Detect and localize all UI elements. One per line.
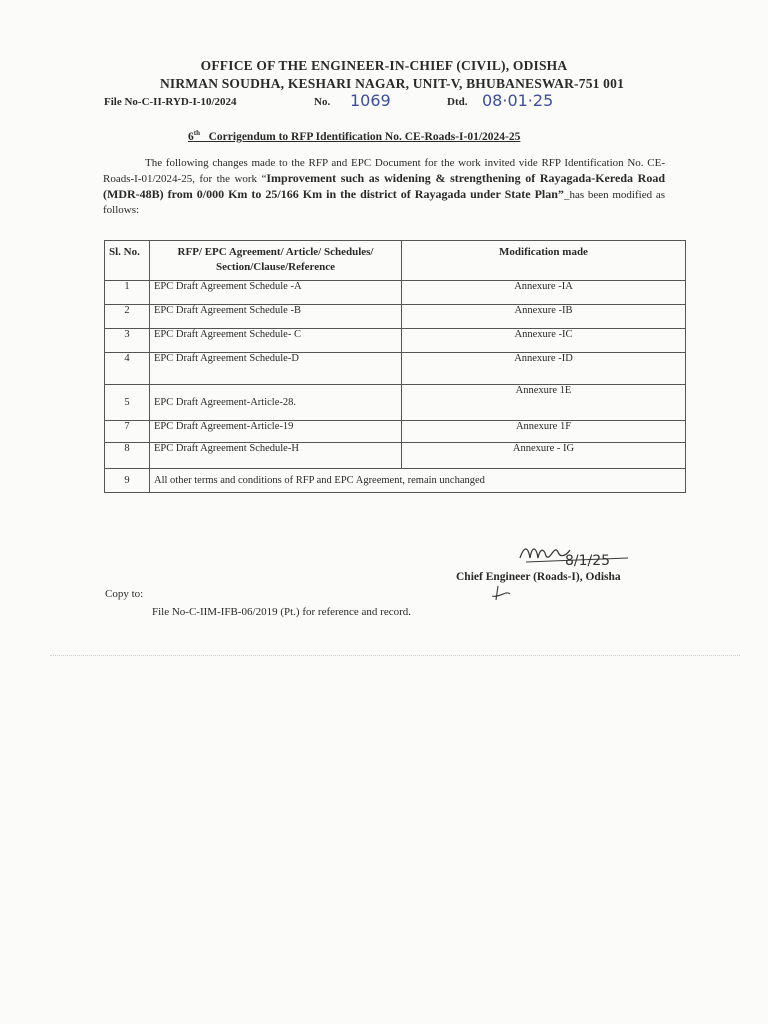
table-row [105, 443, 686, 469]
row-sl: 1 [105, 281, 150, 305]
row-sl: 4 [105, 353, 150, 385]
modification-table [104, 240, 686, 493]
subject-line [188, 129, 520, 143]
row-reference: EPC Draft Agreement-Article-28. [150, 385, 402, 421]
intro-text-1: The following changes made to the RFP and EPC Document for the work invited vide RFP Identification No. CE-Roads-I-01/2024-25, for the work “ [103, 157, 665, 185]
row-reference: EPC Draft Agreement Schedule-H [150, 443, 402, 469]
signatory-designation: Chief Engineer (Roads-I), Odisha [456, 571, 621, 583]
table-row [105, 421, 686, 443]
row-sl: 3 [105, 329, 150, 353]
subject-ordinal: 6 [188, 130, 194, 143]
row-sl: 9 [105, 469, 150, 493]
intro-paragraph [103, 156, 665, 218]
copy-file-reference: File No-C-IIM-IFB-06/2019 (Pt.) for reference and record. [152, 606, 412, 618]
office-address: NIRMAN SOUDHA, KESHARI NAGAR, UNIT-V, BHUBANESWAR-751 001 [159, 76, 625, 91]
date-label: Dtd. [447, 96, 468, 108]
row-sl: 7 [105, 421, 150, 443]
row-sl: 8 [105, 443, 150, 469]
row-reference: EPC Draft Agreement Schedule -B [150, 305, 402, 329]
scan-artifact-line [50, 655, 740, 656]
row-modification: Annexure 1E [402, 385, 686, 421]
row-reference: EPC Draft Agreement Schedule -A [150, 281, 402, 305]
row-modification: Annexure 1F [402, 421, 686, 443]
row-modification: Annexure -IB [402, 305, 686, 329]
row-modification: Annexure -ID [402, 353, 686, 385]
row-reference: All other terms and conditions of RFP and EPC Agreement, remain unchanged [150, 469, 686, 493]
row-reference: EPC Draft Agreement-Article-19 [150, 421, 402, 443]
initials-mark [490, 584, 514, 604]
table-header-row [105, 241, 686, 281]
intro-text-2: _has been modified as follows: [103, 189, 666, 216]
letter-no-label: No. [314, 96, 331, 108]
work-name: Improvement such as widening & strengthening of Rayagada-Kereda Road (MDR-48B) from 0/000 Km to 25/166 Km in the district of Rayagada under State Plan” [103, 171, 665, 201]
date-value: 08·01·25 [482, 91, 554, 110]
file-number: File No-C-II-RYD-I-10/2024 [104, 96, 237, 108]
header-modification: Modification made [402, 241, 686, 281]
row-sl: 5 [105, 385, 150, 421]
row-reference: EPC Draft Agreement Schedule-D [150, 353, 402, 385]
row-sl: 2 [105, 305, 150, 329]
row-modification: Annexure -IA [402, 281, 686, 305]
header-reference: RFP/ EPC Agreement/ Article/ Schedules/ Section/Clause/Reference [150, 241, 402, 281]
row-modification: Annexure - IG [402, 443, 686, 469]
letter-no-value: 1069 [350, 91, 391, 110]
table-row [105, 353, 686, 385]
subject-text: Corrigendum to RFP Identification No. CE-Roads-I-01/2024-25 [208, 130, 521, 143]
table-row [105, 329, 686, 353]
table-row [105, 469, 686, 493]
signature-date: 8/1/25 [565, 553, 611, 569]
table-row [105, 305, 686, 329]
subject-ordinal-suffix: th [193, 129, 200, 137]
table-row [105, 385, 686, 421]
office-title: OFFICE OF THE ENGINEER-IN-CHIEF (CIVIL), ODISHA [200, 58, 568, 73]
header-sl-no: Sl. No. [105, 241, 150, 281]
table-row [105, 281, 686, 305]
row-modification: Annexure -IC [402, 329, 686, 353]
copy-to-label: Copy to: [105, 588, 144, 600]
row-reference: EPC Draft Agreement Schedule- C [150, 329, 402, 353]
